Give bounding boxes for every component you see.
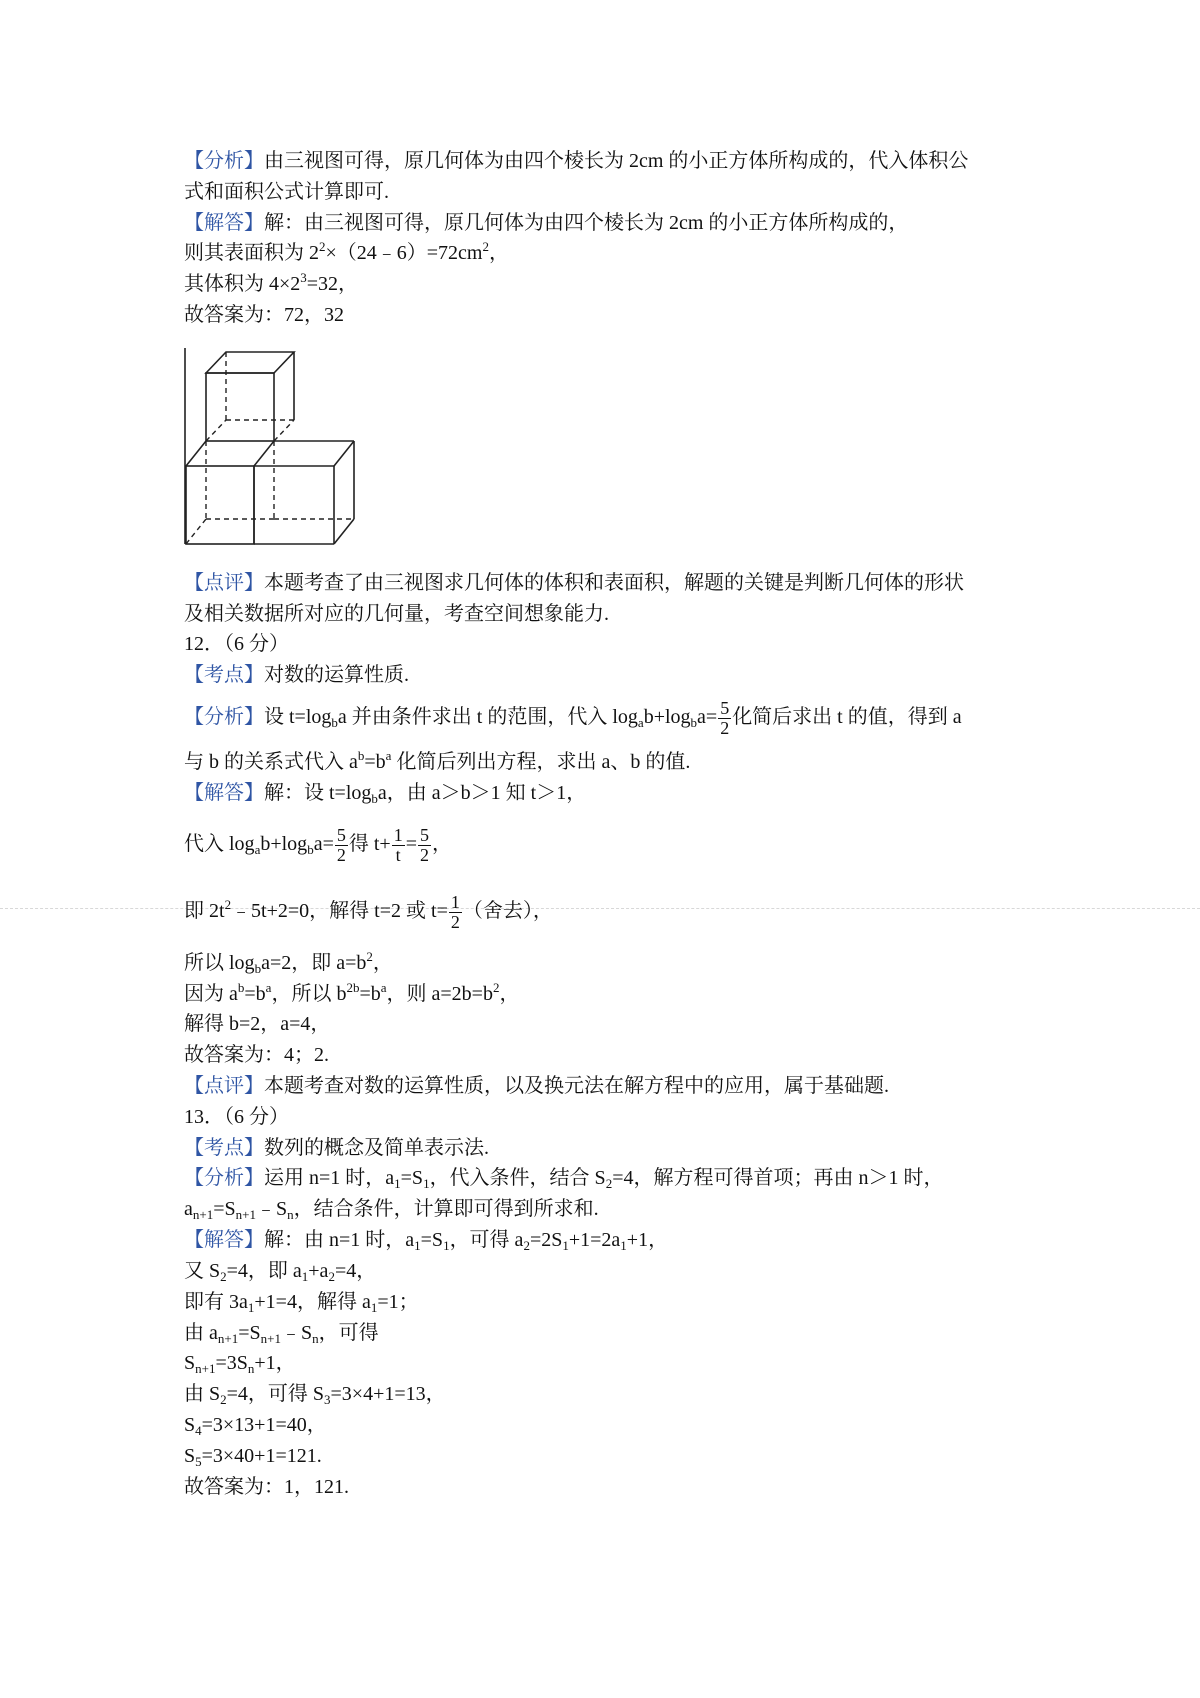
text-run: =4，可得 S — [226, 1383, 325, 1405]
text-line — [184, 950, 393, 976]
subscript: 2 — [605, 1176, 613, 1191]
text-run: 又 S — [184, 1260, 221, 1282]
superscript: 2 — [492, 980, 500, 995]
text-run: ， — [499, 983, 520, 1005]
text-run: ﹣5t+2=0，解得 t=2 或 t= — [231, 900, 448, 923]
subscript: 5 — [195, 1454, 202, 1469]
comment-line — [184, 1073, 889, 1099]
text-run: ，所以 b — [271, 983, 347, 1005]
fraction — [392, 826, 405, 865]
text-run: +1=4，解得 a — [254, 1291, 371, 1313]
text-run: 运用 n=1 时，a — [264, 1167, 395, 1189]
superscript: 2 — [224, 897, 232, 913]
text-run: =2S — [529, 1229, 563, 1251]
cube-diagram — [184, 348, 374, 546]
text-run: ﹣S — [255, 1198, 288, 1220]
text-run: = — [405, 833, 417, 856]
text-run: 及相关数据所对应的几何量，考查空间想象能力. — [184, 603, 609, 625]
text-run: ，则 a=2b=b — [386, 983, 493, 1005]
subscript: 1 — [247, 1300, 255, 1315]
text-run: ， — [431, 833, 452, 856]
subscript: n+1 — [192, 1207, 214, 1222]
text-run: 2 — [336, 845, 346, 865]
section-tag: 【分析】 — [184, 1167, 264, 1189]
text-line — [184, 1320, 379, 1346]
text-run: 5 — [336, 825, 346, 845]
text-run: =3S — [215, 1352, 248, 1374]
subscript: n+1 — [217, 1331, 239, 1346]
text-run: a — [184, 1198, 193, 1220]
text-run: a=2，即 a=b — [261, 952, 367, 974]
text-run: 解：由 n=1 时，a — [264, 1229, 415, 1251]
text-run: 由 a — [184, 1322, 218, 1344]
text-run: =b — [359, 983, 381, 1005]
superscript: 3 — [300, 270, 307, 285]
text-line — [184, 1196, 599, 1222]
section-tag: 【点评】 — [184, 572, 264, 594]
text-line — [184, 1011, 330, 1037]
text-run: S — [184, 1414, 196, 1436]
text-run: =S — [400, 1167, 424, 1189]
text-run: ，代入条件，结合 S — [429, 1167, 606, 1189]
text-run: +a — [308, 1260, 329, 1282]
text-run: 1 — [393, 825, 403, 845]
section-tag: 【解答】 — [184, 782, 264, 804]
superscript: 2 — [482, 239, 489, 254]
text-line — [184, 1412, 327, 1438]
analysis-line: 【分析】由三视图可得，原几何体为由四个棱长为 2cm 的小正方体所构成的，代入体积公 — [184, 150, 969, 172]
question-number — [184, 1104, 289, 1130]
solution-line — [184, 1227, 668, 1253]
text-run: 2 — [720, 718, 730, 738]
text-run: =4，即 a — [226, 1260, 302, 1282]
section-tag: 【分析】 — [184, 150, 264, 172]
subscript: b — [371, 791, 378, 806]
text-run: =S — [213, 1198, 236, 1220]
text-run: t — [395, 845, 401, 865]
text-run: 即 2t — [184, 900, 225, 923]
section-tag: 【考点】 — [184, 1137, 264, 1159]
text-run: 代入 log — [184, 833, 255, 856]
analysis-line — [184, 699, 962, 738]
answer-line — [184, 1474, 349, 1500]
text-run: 数列的概念及简单表示法. — [264, 1137, 489, 1159]
text-run: 解得 b=2，a=4， — [184, 1013, 331, 1035]
text-run: ﹣S — [280, 1322, 313, 1344]
subscript: 1 — [370, 1300, 378, 1315]
text-run: 则其表面积为 2 — [184, 242, 319, 264]
text-run: =3×13+1=40， — [201, 1414, 327, 1436]
text-run: 得 t+ — [348, 833, 391, 856]
text-run: +1， — [254, 1352, 296, 1374]
text-run: 2 — [450, 912, 460, 932]
text-run: 与 b 的关系式代入 a — [184, 751, 358, 773]
text-run: =b — [364, 751, 386, 773]
text-run: ，结合条件，计算即可得到所求和. — [293, 1198, 599, 1220]
subscript: 1 — [443, 1238, 450, 1253]
text-line — [184, 271, 358, 297]
superscript: b — [237, 980, 245, 995]
answer-line — [184, 302, 344, 328]
text-run: 本题考查了由三视图求几何体的体积和表面积，解题的关键是判断几何体的形状 — [264, 572, 964, 594]
fraction — [418, 826, 431, 865]
subscript: n+1 — [260, 1331, 281, 1346]
text-run: 因为 a — [184, 983, 238, 1005]
text-run: 其体积为 4×2 — [184, 273, 301, 295]
superscript: 2 — [319, 239, 326, 254]
fraction — [718, 699, 731, 738]
text-run: 化简后求出 t 的值，得到 a — [732, 706, 962, 729]
section-tag: 【考点】 — [184, 664, 264, 686]
text-run: ，可得 a — [449, 1229, 524, 1251]
text-line — [184, 1443, 322, 1469]
superscript: b — [357, 748, 365, 763]
page-break — [0, 908, 1200, 909]
text-run: 设 t=log — [264, 706, 332, 729]
subscript: b — [690, 715, 698, 731]
subscript: a — [637, 715, 644, 731]
text-run: 化简后列出方程，求出 a、b 的值. — [391, 751, 691, 773]
text-run: 所以 log — [184, 952, 255, 974]
text-line — [184, 981, 519, 1007]
subscript: a — [254, 842, 261, 858]
text-run: =S — [238, 1322, 261, 1344]
section-tag: 【解答】 — [184, 1229, 264, 1251]
text-run: =1； — [377, 1291, 419, 1313]
subscript: 3 — [324, 1392, 331, 1407]
superscript: a — [385, 748, 392, 763]
text-run: +1， — [626, 1229, 669, 1251]
text-line — [184, 826, 452, 865]
subscript: 1 — [414, 1238, 421, 1253]
text-run: a= — [697, 706, 718, 729]
subscript: 2 — [220, 1269, 227, 1284]
text-run: 13．（6 分） — [184, 1106, 289, 1128]
fraction — [335, 826, 348, 865]
text-line — [184, 749, 690, 775]
subscript: 2 — [328, 1269, 335, 1284]
text-run: =b — [244, 983, 266, 1005]
text-line — [184, 1289, 419, 1315]
text-line — [184, 240, 509, 266]
text-run: +1=2a — [568, 1229, 621, 1251]
text-run: 5 — [419, 825, 429, 845]
subscript: 4 — [195, 1423, 202, 1438]
text-run: =S — [420, 1229, 444, 1251]
question-number — [184, 631, 289, 657]
fraction — [449, 893, 462, 932]
superscript: a — [265, 980, 272, 995]
text-line — [184, 893, 553, 932]
topic-line — [184, 1135, 489, 1161]
text-run: ， — [489, 242, 509, 264]
section-tag: 【分析】 — [184, 706, 264, 729]
subscript: 2 — [220, 1392, 227, 1407]
text-line — [184, 601, 609, 627]
subscript: n — [312, 1331, 319, 1346]
solution-line — [184, 780, 586, 806]
text-run: =4， — [334, 1260, 377, 1282]
text-run: =3×40+1=121. — [201, 1445, 322, 1467]
subscript: 1 — [562, 1238, 569, 1253]
text-run: 1 — [450, 892, 460, 912]
text-run: =4，解方程可得首项；再由 n＞1 时， — [612, 1167, 944, 1189]
text-run: 本题考查对数的运算性质，以及换元法在解方程中的应用，属于基础题. — [264, 1075, 889, 1097]
solution-line: 【解答】解：由三视图可得，原几何体为由四个棱长为 2cm 的小正方体所构成的， — [184, 212, 909, 234]
text-run: 由 S — [184, 1383, 221, 1405]
text-run: ，可得 — [318, 1322, 379, 1344]
section-tag: 【点评】 — [184, 1075, 264, 1097]
text-run: a 并由条件求出 t 的范围，代入 log — [337, 706, 638, 729]
subscript: 1 — [620, 1238, 627, 1253]
text-run: 解：设 t=log — [264, 782, 372, 804]
subscript: 1 — [394, 1176, 401, 1191]
text-run: S — [184, 1445, 196, 1467]
subscript: 2 — [523, 1238, 530, 1253]
text-run: 2 — [419, 845, 429, 865]
subscript: 1 — [301, 1269, 309, 1284]
topic-line — [184, 662, 409, 688]
text-run: =32， — [306, 273, 359, 295]
subscript: b — [254, 961, 262, 976]
superscript: 2 — [366, 949, 373, 964]
text-run: 故答案为：1，121. — [184, 1476, 349, 1498]
text-run: 12．（6 分） — [184, 633, 289, 655]
subscript: b — [307, 842, 314, 858]
text-run: =3×4+1=13， — [330, 1383, 446, 1405]
text-run: a，由 a＞b＞1 知 t＞1， — [377, 782, 587, 804]
subscript: n+1 — [235, 1207, 256, 1222]
superscript: 2b — [346, 980, 360, 995]
subscript: b — [331, 715, 338, 731]
text-line — [184, 1350, 296, 1376]
section-tag: 【解答】 — [184, 212, 264, 234]
analysis-line — [184, 1165, 943, 1191]
subscript: n — [247, 1361, 255, 1376]
text-run: 对数的运算性质. — [264, 664, 409, 686]
subscript: 1 — [423, 1176, 430, 1191]
text-line — [184, 1381, 446, 1407]
text-line: 式和面积公式计算即可. — [184, 181, 389, 203]
superscript: a — [380, 980, 387, 995]
answer-line — [184, 1042, 329, 1068]
text-run: 5 — [720, 698, 730, 718]
text-run: 即有 3a — [184, 1291, 248, 1313]
text-run: a= — [313, 833, 334, 856]
text-run: b+log — [643, 706, 691, 729]
text-run: （舍去）， — [462, 900, 553, 923]
text-run: 故答案为：4；2. — [184, 1044, 329, 1066]
text-run: b+log — [260, 833, 308, 856]
text-run: ， — [372, 952, 393, 974]
text-line — [184, 1258, 376, 1284]
subscript: n — [287, 1207, 294, 1222]
text-run: S — [184, 1352, 196, 1374]
comment-line — [184, 570, 964, 596]
subscript: n+1 — [195, 1361, 216, 1376]
text-run: 故答案为：72，32 — [184, 304, 344, 326]
text-run: ×（24﹣6）=72cm — [325, 242, 483, 264]
